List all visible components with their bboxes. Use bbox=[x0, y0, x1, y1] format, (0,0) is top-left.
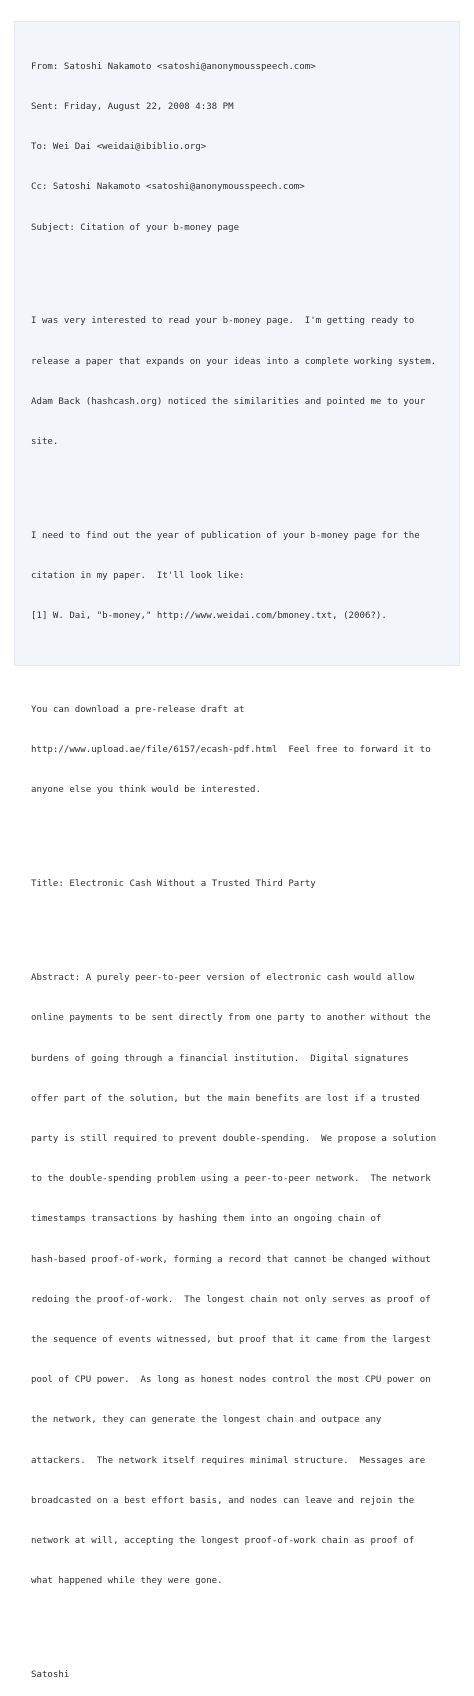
paragraph1-line: site. bbox=[31, 437, 59, 448]
abstract-line: network at will, accepting the longest proof-of-work chain as proof of bbox=[31, 1535, 415, 1546]
abstract-line: the sequence of events witnessed, but proof that it came from the largest bbox=[31, 1334, 431, 1345]
spacer bbox=[31, 476, 467, 489]
paragraph1-line: I was very interested to read your b-money page. I'm getting ready to bbox=[31, 316, 415, 327]
abstract-line: Abstract: A purely peer-to-peer version of electronic cash would allow bbox=[31, 973, 415, 984]
cc-line: Cc: Satoshi Nakamoto <satoshi@anonymousspeech.com> bbox=[31, 182, 305, 193]
abstract-line: burdens of going through a financial institution. Digital signatures bbox=[31, 1053, 409, 1064]
abstract-line: the network, they can generate the longest chain and outpace any bbox=[31, 1415, 382, 1426]
spacer bbox=[31, 919, 467, 932]
paragraph3-line: You can download a pre-release draft at bbox=[31, 705, 245, 716]
paragraph1-line: Adam Back (hashcash.org) noticed the similarities and pointed me to your bbox=[31, 396, 426, 407]
abstract-line: to the double-spending problem using a peer-to-peer network. The network bbox=[31, 1174, 431, 1185]
abstract-line: pool of CPU power. As long as honest nodes control the most CPU power on bbox=[31, 1375, 431, 1386]
abstract-line: party is still required to prevent double-spending. We propose a solution bbox=[31, 1133, 437, 1144]
citation-line: [1] W. Dai, "b-money," http://www.weidai.com/bmoney.txt, (2006?). bbox=[31, 611, 387, 622]
paragraph1-line: release a paper that expands on your ideas into a complete working system. bbox=[31, 356, 437, 367]
to-line: To: Wei Dai <weidai@ibiblio.org> bbox=[31, 142, 207, 153]
signature: Satoshi bbox=[31, 1669, 70, 1680]
abstract-line: redoing the proof-of-work. The longest chain not only serves as proof of bbox=[31, 1294, 431, 1305]
paragraph3-line: anyone else you think would be interested. bbox=[31, 785, 261, 796]
from-line: From: Satoshi Nakamoto <satoshi@anonymousspeech.com> bbox=[31, 61, 316, 72]
subject-line: Subject: Citation of your b-money page bbox=[31, 222, 240, 233]
download-link-line: http://www.upload.ae/file/6157/ecash-pdf.html Feel free to forward it to bbox=[31, 745, 431, 756]
paragraph2-line: I need to find out the year of publication of your b-money page for the bbox=[31, 530, 420, 541]
abstract-line: online payments to be sent directly from one party to another without the bbox=[31, 1013, 431, 1024]
spacer bbox=[31, 825, 467, 838]
spacer bbox=[31, 1615, 467, 1628]
sent-line: Sent: Friday, August 22, 2008 4:38 PM bbox=[31, 102, 234, 113]
email-body bbox=[31, 34, 467, 1696]
abstract-line: attackers. The network itself requires minimal structure. Messages are bbox=[31, 1455, 426, 1466]
abstract-line: timestamps transactions by hashing them into an ongoing chain of bbox=[31, 1214, 382, 1225]
abstract-line: hash-based proof-of-work, forming a record that cannot be changed without bbox=[31, 1254, 431, 1265]
abstract-line: broadcasted on a best effort basis, and nodes can leave and rejoin the bbox=[31, 1495, 415, 1506]
abstract-line: what happened while they were gone. bbox=[31, 1576, 223, 1587]
spacer bbox=[31, 262, 467, 275]
spacer bbox=[31, 650, 467, 663]
paragraph2-line: citation in my paper. It'll look like: bbox=[31, 571, 245, 582]
abstract-line: offer part of the solution, but the main benefits are lost if a trusted bbox=[31, 1093, 420, 1104]
paper-title-line: Title: Electronic Cash Without a Trusted Third Party bbox=[31, 879, 316, 890]
